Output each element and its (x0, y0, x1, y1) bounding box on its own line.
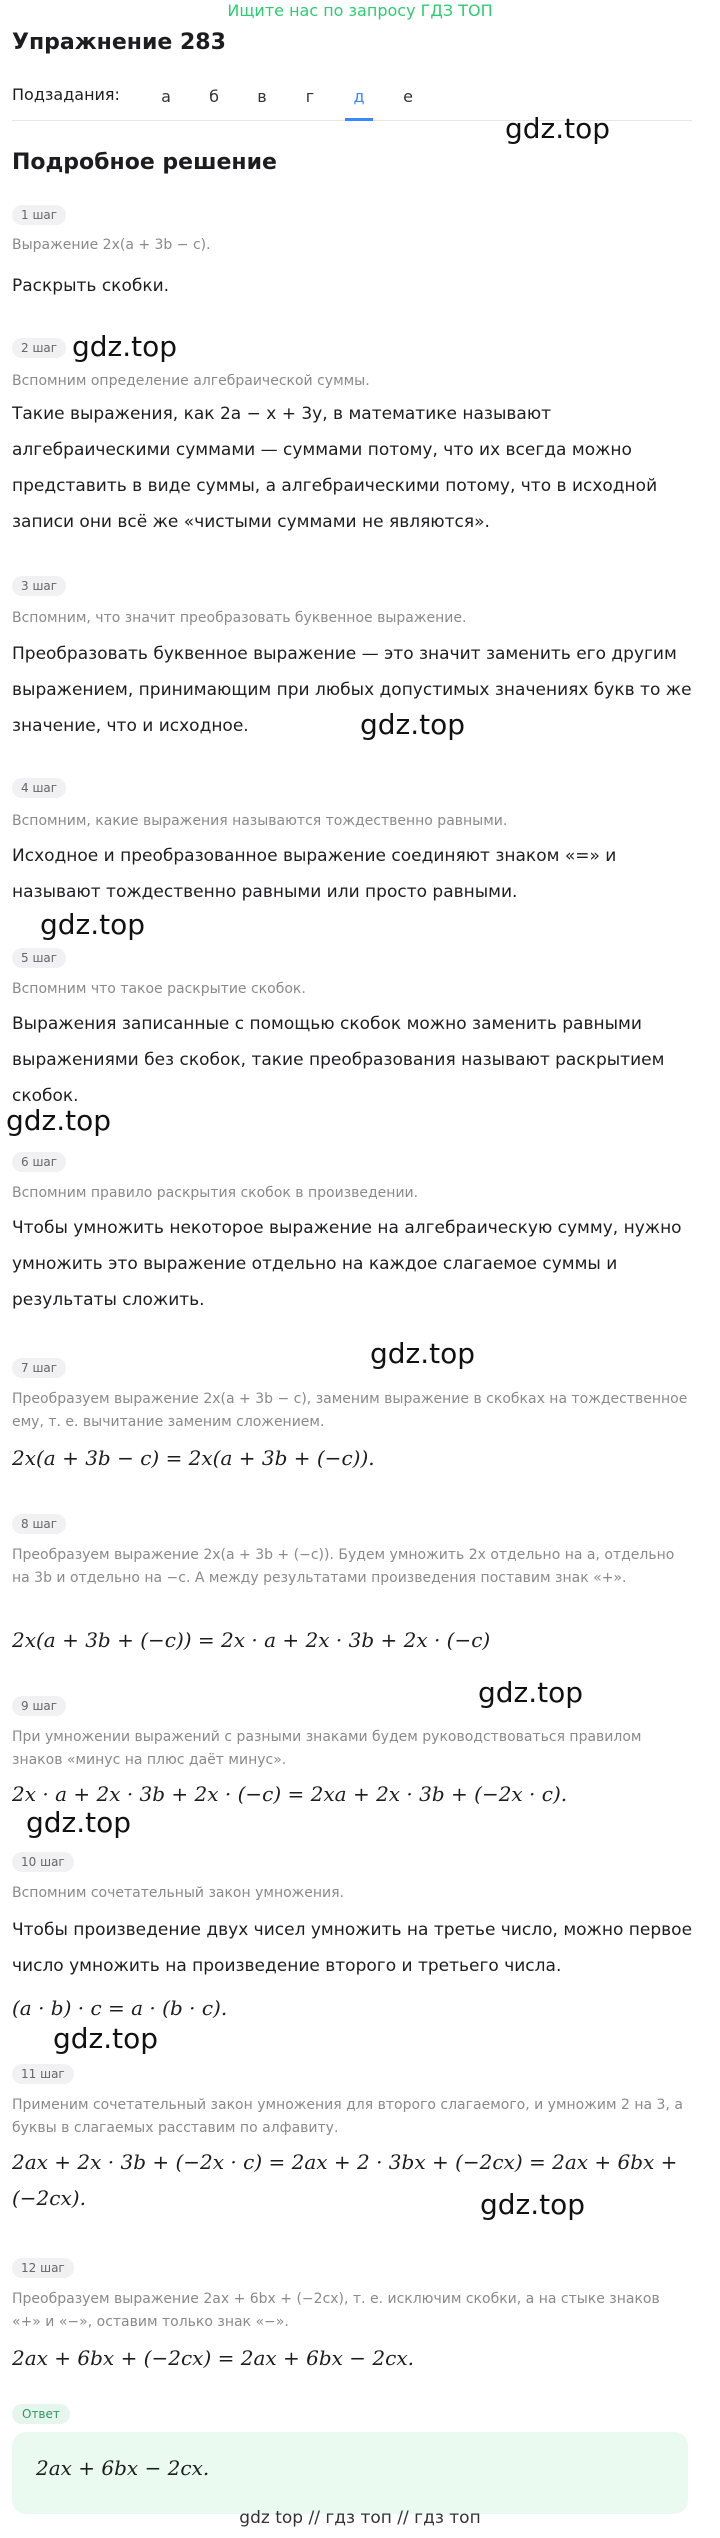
step-badge: 11 шаг (12, 2064, 74, 2084)
tab-e[interactable]: е (403, 87, 413, 106)
step-text: Такие выражения, как 2a − x + 3y, в математике называют алгебраическими суммами — суммами потому, что их всегда можно представить в виде суммы, а алгебраическими потому, что в исходной записи они всё же «чистыми суммами не являются». (12, 404, 658, 532)
tab-b[interactable]: б (209, 87, 219, 106)
step-hint: Применим сочетательный закон умножения для второго слагаемого, и умножим 2 на 3, а буквы в слагаемых расставим по алфавиту. (12, 2097, 683, 2136)
step-hint: Вспомним правило раскрытия скобок в произведении. (12, 1185, 419, 1201)
watermark: gdz.top (480, 2188, 586, 2221)
step-badge: 6 шаг (12, 1152, 66, 1172)
step-badge: 9 шаг (12, 1696, 66, 1716)
step-hint: Преобразуем выражение 2ax + 6bx + (−2cx), т. е. исключим скобки, а на стыке знаков «+» и «−», оставим только знак «−». (12, 2291, 660, 2330)
step-formula: 2ax + 2x · 3b + (−2x · c) = 2ax + 2 · 3bx + (−2cx) = 2ax + 6bx + (12, 2150, 678, 2174)
step-badge: 10 шаг (12, 1852, 74, 1872)
step-hint: Преобразуем выражение 2x(a + 3b − c), заменим выражение в скобках на тождественное ему, т. е. вычитание заменим сложением. (12, 1391, 688, 1430)
step-hint: Преобразуем выражение 2x(a + 3b + (−c)). Будем умножить 2x отдельно на a, отдельно на 3b и отдельно на −c. А между результатами произведения поставим знак «+». (12, 1547, 675, 1586)
step-badge: 5 шаг (12, 948, 66, 968)
step-hint: При умножении выражений с разными знаками будем руководствоваться правилом знаков «минус на плюс даёт минус». (12, 1729, 642, 1768)
step-text: Выражения записанные с помощью скобок можно заменить равными выражениями без скобок, такие преобразования называют раскрытием скобок. (12, 1014, 665, 1106)
step-formula-cont: (−2cx). (12, 2186, 86, 2210)
watermark: gdz.top (72, 330, 178, 363)
watermark: gdz.top (26, 1806, 132, 1839)
step-text: Чтобы умножить некоторое выражение на алгебраическую сумму, нужно умножить это выражение отдельно на каждое слагаемое суммы и результаты сложить. (12, 1218, 682, 1310)
footer-links[interactable]: gdz top // гдз топ // гдз топ (239, 2508, 481, 2528)
answer-box (12, 2432, 688, 2514)
watermark: gdz.top (478, 1676, 584, 1709)
tab-g[interactable]: г (305, 87, 315, 106)
step-formula: 2x(a + 3b + (−c)) = 2x · a + 2x · 3b + 2x · (−c) (12, 1628, 491, 1652)
step-badge: 1 шаг (12, 205, 66, 225)
watermark: gdz.top (370, 1337, 476, 1370)
step-badge: 12 шаг (12, 2258, 74, 2278)
watermark: gdz.top (40, 908, 146, 941)
tab-v[interactable]: в (257, 87, 267, 106)
tab-d[interactable]: д (345, 82, 373, 121)
watermark: gdz.top (505, 112, 611, 145)
step-badge: 7 шаг (12, 1358, 66, 1378)
watermark: gdz.top (53, 2022, 159, 2055)
step-text: Раскрыть скобки. (12, 276, 170, 296)
step-hint: Выражение 2x(a + 3b − c). (12, 237, 211, 253)
step-formula: 2x · a + 2x · 3b + 2x · (−c) = 2xa + 2x · 3b + (−2x · c). (12, 1782, 568, 1806)
answer-formula: 2ax + 6bx − 2cx. (36, 2456, 210, 2480)
search-banner[interactable]: Ищите нас по запросу ГДЗ ТОП (227, 1, 493, 20)
step-formula: 2ax + 6bx + (−2cx) = 2ax + 6bx − 2cx. (12, 2346, 414, 2370)
section-title: Подробное решение (12, 150, 277, 175)
step-hint: Вспомним, что значит преобразовать буквенное выражение. (12, 610, 467, 626)
step-formula: (a · b) · c = a · (b · c). (12, 1996, 228, 2020)
watermark: gdz.top (360, 708, 466, 741)
step-badge: 8 шаг (12, 1514, 66, 1534)
step-text: Чтобы произведение двух чисел умножить на третье число, можно первое число умножить на произведение второго и третьего числа. (12, 1920, 693, 1976)
step-hint: Вспомним определение алгебраической суммы. (12, 373, 370, 389)
step-text: Преобразовать буквенное выражение — это значит заменить его другим выражением, принимающим при любых допустимых значениях букв то же значение, что и исходное. (12, 644, 692, 736)
step-formula: 2x(a + 3b − c) = 2x(a + 3b + (−c)). (12, 1446, 375, 1470)
step-hint: Вспомним что такое раскрытие скобок. (12, 981, 306, 997)
answer-badge: Ответ (12, 2404, 70, 2424)
page-title: Упражнение 283 (12, 30, 226, 55)
subtasks-label: Подзадания: (12, 85, 120, 104)
step-badge: 3 шаг (12, 576, 66, 596)
step-hint: Вспомним сочетательный закон умножения. (12, 1885, 345, 1901)
watermark: gdz.top (6, 1104, 112, 1137)
step-badge: 4 шаг (12, 778, 66, 798)
step-hint: Вспомним, какие выражения называются тождественно равными. (12, 813, 508, 829)
tab-a[interactable]: а (161, 87, 171, 106)
step-badge: 2 шаг (12, 338, 66, 358)
step-text: Исходное и преобразованное выражение соединяют знаком «=» и называют тождественно равными или просто равными. (12, 846, 617, 902)
